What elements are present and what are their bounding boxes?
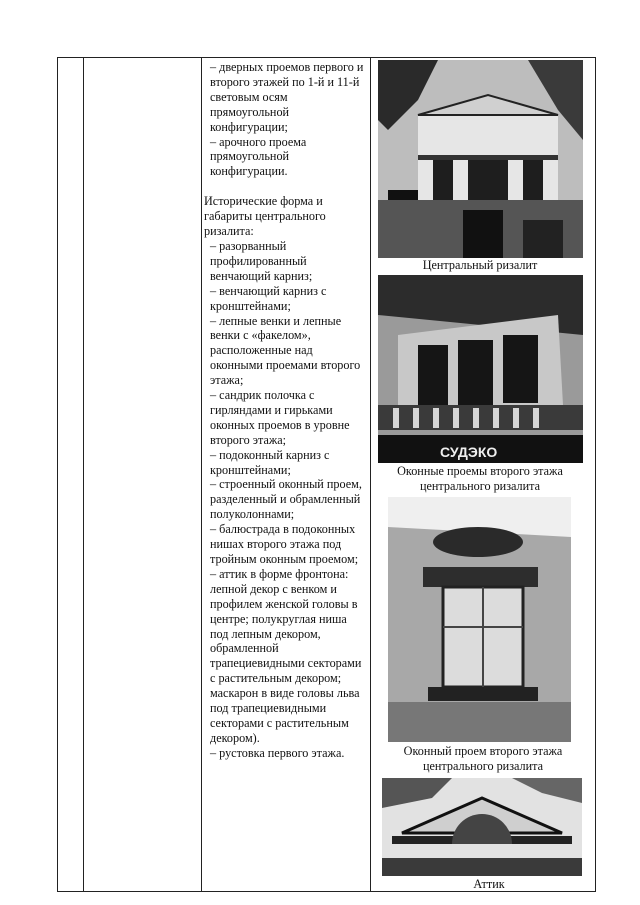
sign-text: СУДЭКО [440,444,498,460]
feature-item: – строенный оконный проем, разделенный и обрамленный полуколоннами; [210,477,362,522]
table-border-col1 [83,57,84,892]
photo-second-floor-window [388,497,571,742]
feature-item: – венчающий карниз с кронштейнами; [210,283,327,313]
photo-central-risalit [378,60,583,258]
photo-caption: Оконный проем второго этажа центрального ризалита [403,744,563,773]
features-heading: Исторические форма и габариты центрального ризалита: [204,194,326,239]
table-border-col2 [201,57,202,892]
feature-item: – лепные венки и лепные венки с «факелом», расположенные над оконными проемами второго этажа; [210,313,361,388]
photo-second-floor-windows [378,275,583,463]
photo-attic [382,778,582,876]
feature-item: – дверных проемов первого и второго этажей по 1-й и 11-й световым осям прямоугольной конфигурации; [210,60,364,134]
feature-item: – сандрик полочка с гирляндами и гирьками оконных проемов в уровне второго этажа; [210,388,350,447]
table-border-top [57,57,596,58]
photo-caption: Оконные проемы второго этажа центрального ризалита [397,464,563,493]
feature-item: – балюстрада в подоконных нишах второго этажа под тройным оконным проемом; [210,522,359,566]
photo-caption: Центральный ризалит [422,258,538,272]
feature-item: – арочного проема прямоугольной конфигурации. [210,134,307,179]
feature-item: – подоконный карниз с кронштейнами; [210,447,330,477]
features-text-cell [204,60,368,761]
feature-item: – разорванный профилированный венчающий карниз; [210,238,313,283]
table-border-left [57,57,58,892]
feature-item: – аттик в форме фронтона: лепной декор с венком и профилем женской головы в центре; полукруглая ниша под лепным декором, обрамленной трапециевидными секторами с растительным декором; маскарон в виде головы льва под трапециевидными секторами с растительным декором). [210,566,362,745]
feature-item: – рустовка первого этажа. [210,745,345,760]
photo-caption: Аттик [473,877,505,891]
